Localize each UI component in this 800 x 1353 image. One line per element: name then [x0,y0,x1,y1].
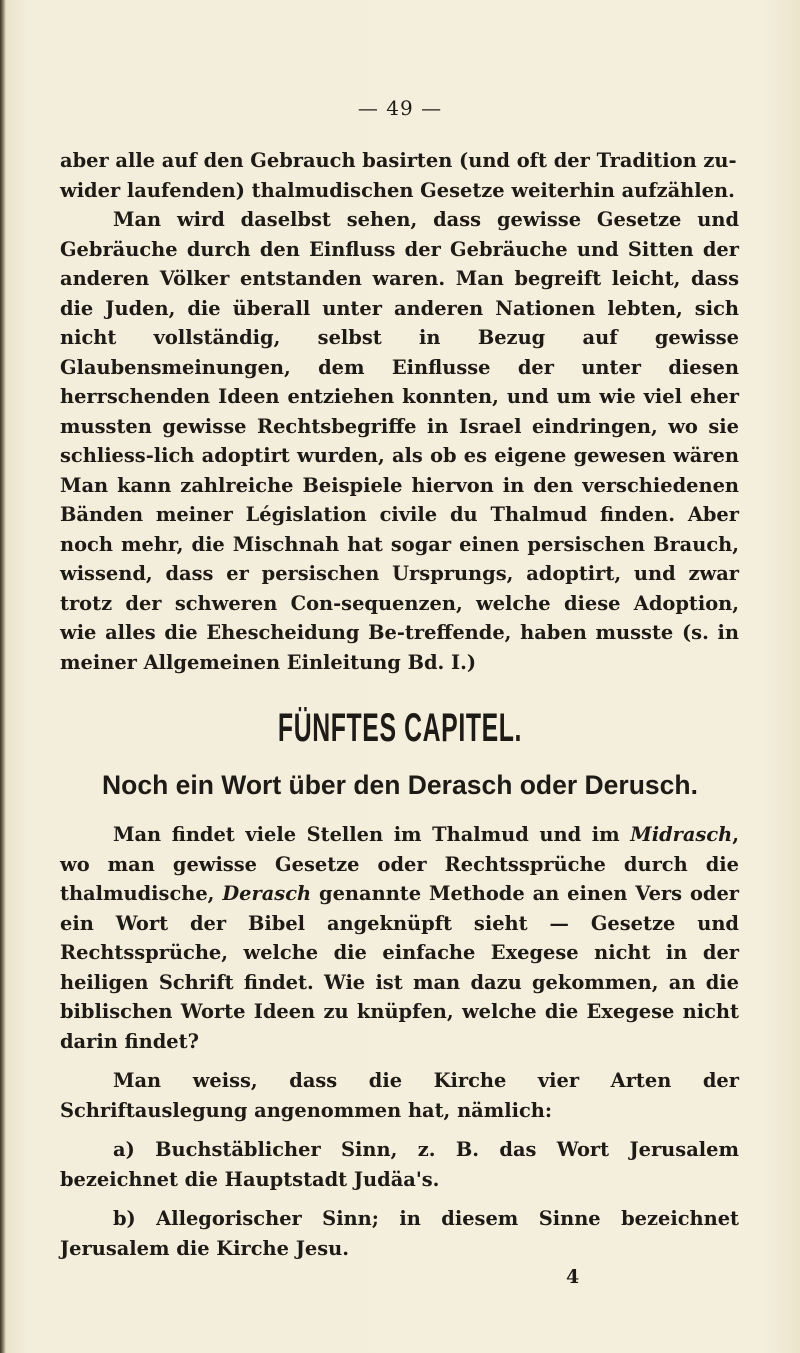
paragraph-4: Man weiss, dass die Kirche vier Arten der Schriftauslegung angenommen hat, nämlich: [60,1069,739,1122]
paragraph-1-line-2: wider laufenden) thalmudischen Gesetze weiterhin aufzählen. [60,178,735,202]
signature-mark: 4 [566,1266,580,1288]
paragraph-continuation [60,146,739,205]
text-block-lower [60,820,739,1263]
page-number: — 49 — [357,96,443,120]
paragraph-3 [60,820,739,1056]
text-block-upper [60,146,739,677]
paragraph-5: a) Buchstäblicher Sinn, z. B. das Wort Jerusalem bezeichnet die Hauptstadt Judäa's. [60,1138,739,1191]
paragraph-3-part-3: genannte Methode an einen Vers oder ein Wort der Bibel angeknüpft sieht — Gesetze und Rechtssprüche, welche die einfache Exegese nicht in der heiligen Schrift findet. Wie ist man dazu gekommen, an die biblischen Worte Ideen zu knüpfen, welche die Exegese nicht darin findet? [60,882,740,1053]
chapter-subtitle: Noch ein Wort über den Derasch oder Derusch. [102,770,698,800]
paragraph-1-line-1: aber alle auf den Gebrauch basirten (und oft der Tradition zu- [60,149,737,172]
paragraph-6: b) Allegorischer Sinn; in diesem Sinne bezeichnet Jerusalem die Kirche Jesu. [60,1207,739,1260]
derasch-term: Derasch [222,882,312,905]
paragraph-3-part-1: Man findet viele Stellen im Thalmud und im [113,823,631,846]
paragraph-3-part-2: , wo man gewisse Gesetze oder Rechtssprüche durch die thalmudische, [60,823,739,905]
midrasch-term: Midrasch [630,823,733,846]
paragraph-2: Man wird daselbst sehen, dass gewisse Gesetze und Gebräuche durch den Einfluss der Gebräuche und Sitten der anderen Völker entstanden waren. Man begreift leicht, dass die Juden, die überall unter anderen Nationen lebten, sich nicht vollständig, selbst in Bezug auf gewisse Glaubensmeinungen, dem Einflusse der unter diesen herrschenden Ideen entziehen konnten, und um wie viel eher mussten gewisse Rechtsbegriffe in Israel eindringen, wo sie schliess-lich adoptirt wurden, als ob es eigene gewesen wären Man kann zahlreiche Beispiele hiervon in den verschiedenen Bänden meiner Législation civile du Thalmud finden. Aber noch mehr, die Mischnah hat sogar einen persischen Brauch, wissend, dass er persischen Ursprungs, adoptirt, und zwar trotz der schweren Con-sequenzen, welche diese Adoption, wie alles die Ehescheidung Be-treffende, haben musste (s. in meiner Allgemeinen Einleitung Bd. I.) [60,208,739,674]
chapter-heading: FÜNFTES CAPITEL. [277,706,523,750]
page-spine-edge [0,0,6,1353]
